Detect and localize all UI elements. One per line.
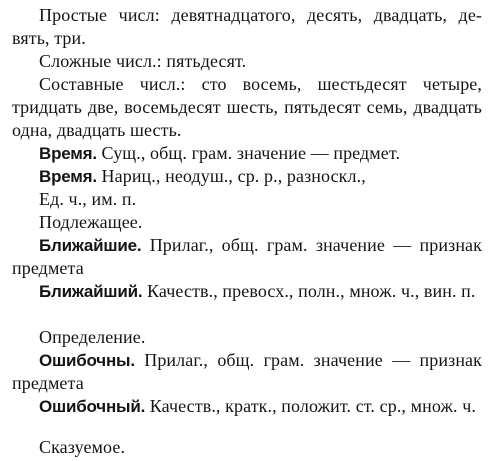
- blizhayshie-meaning-paragraph: [12, 234, 482, 280]
- vremya-case-paragraph: [12, 188, 482, 211]
- blizhayshiy-form-term: Ближайший.: [39, 282, 143, 301]
- vremya-form-term: Время.: [39, 167, 97, 186]
- vremya-case: Ед. ч., им. п.: [39, 189, 137, 209]
- vremya-meaning: Сущ., общ. грам. значение — предмет.: [101, 143, 401, 163]
- oshibochny-meaning-paragraph: [12, 349, 482, 395]
- compound-numerals-text: Составные числ.: сто восемь, шестьдесят четыре, тридцать две, восемьдесят шесть, пятьдесят семь, двадцать одна, двадцать шесть.: [12, 74, 482, 140]
- blizhayshiy-form-paragraph: [12, 280, 482, 303]
- blizhayshiy-role-paragraph: [12, 326, 482, 349]
- oshibochnyy-form-term: Ошибочный.: [39, 397, 146, 416]
- blizhayshie-meaning: Прилаг., общ. грам. значение — признак предмета: [12, 235, 482, 278]
- vremya-term: Время.: [39, 144, 97, 163]
- vremya-meaning-paragraph: [12, 142, 482, 165]
- blizhayshiy-role: Определение.: [39, 327, 146, 347]
- oshibochny-meaning: Прилаг., общ. грам. значение — признак предмета: [12, 350, 482, 393]
- vremya-role-paragraph: [12, 211, 482, 234]
- vremya-role: Подлежащее.: [39, 212, 143, 232]
- oshibochnyy-form-paragraph: [12, 395, 482, 418]
- oshibochny-term: Ошибочны.: [39, 351, 135, 370]
- oshibochnyy-form-features: Качеств., кратк., положит. ст. ср., множ. ч.: [149, 396, 476, 416]
- vremya-form-paragraph: [12, 165, 482, 188]
- simple-numerals-paragraph: [12, 4, 482, 50]
- complex-numerals-paragraph: [12, 50, 482, 73]
- vremya-form-features: Нариц., неодуш., ср. р., разноскл.,: [101, 166, 366, 186]
- oshibochnyy-role-paragraph: [12, 436, 482, 459]
- blizhayshie-term: Ближайшие.: [39, 236, 142, 255]
- simple-numerals-text: Простые числ: девятнадцатого, десять, двадцать, де- вять, три.: [12, 5, 482, 48]
- oshibochnyy-role: Сказуемое.: [39, 437, 126, 457]
- complex-numerals-text: Сложные числ.: пятьдесят.: [39, 51, 247, 71]
- compound-numerals-paragraph: [12, 73, 482, 142]
- blizhayshiy-form-features: Качеств., превосх., полн., множ. ч., вин. п.: [147, 281, 476, 301]
